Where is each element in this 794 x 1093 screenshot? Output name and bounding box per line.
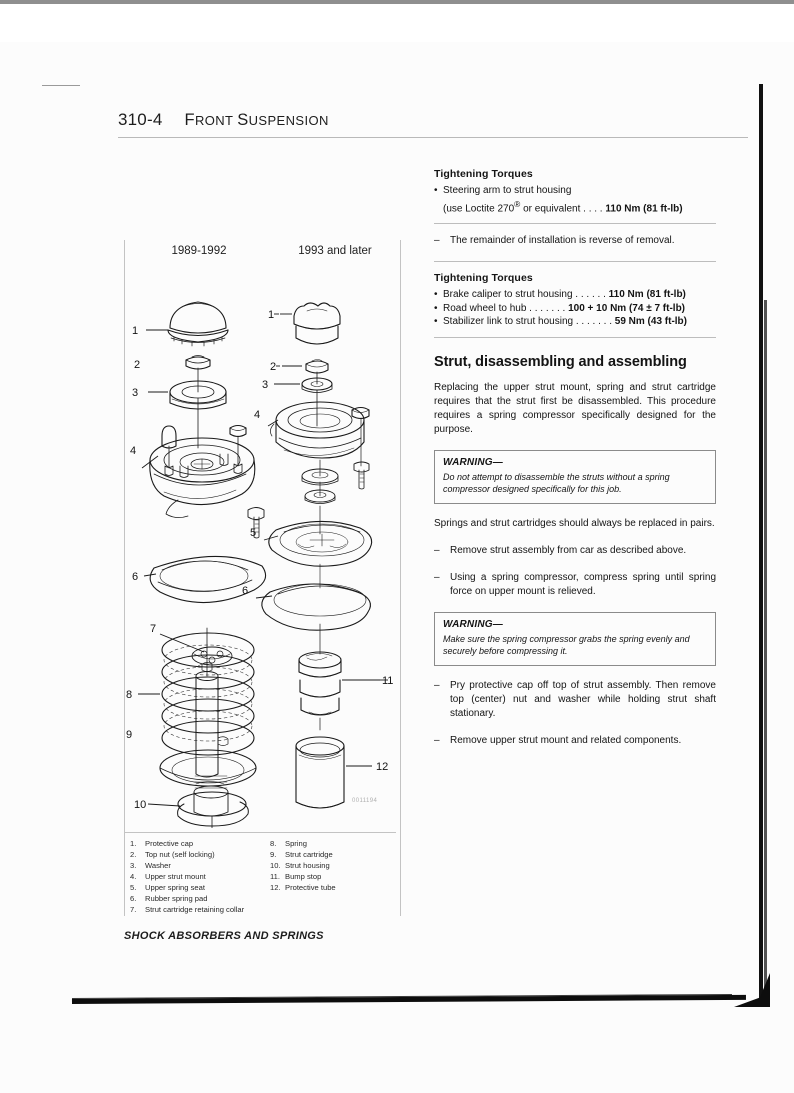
exploded-view-figure	[124, 240, 396, 916]
section-title-part-2: RONT	[194, 113, 238, 128]
callout-11: 11	[382, 675, 394, 687]
legend-text: Bump stop	[285, 872, 322, 881]
dash-glyph: –	[434, 734, 440, 746]
crop-mark	[42, 85, 80, 86]
warning-title: WARNING—	[443, 618, 503, 630]
bullet-glyph: •	[434, 302, 438, 314]
step-text: Using a spring compressor, compress spring until spring force on upper mount is relieved.	[450, 571, 716, 597]
legend-number: 8.	[270, 839, 277, 848]
legend-number: 5.	[130, 883, 137, 892]
torque-spec-value: 110 Nm (81 ft-lb)	[608, 289, 686, 301]
legend-number: 12.	[270, 883, 281, 892]
torque-spec-line-2	[443, 198, 716, 216]
section-title-part-1: F	[184, 111, 195, 129]
legend-text: Rubber spring pad	[145, 894, 208, 903]
legend-item	[270, 860, 394, 871]
torque-spec-value: 100 + 10 Nm (74 ± 7 ft-lb)	[568, 302, 686, 314]
step-compress-spring	[434, 571, 716, 599]
legend-text: Protective tube	[285, 883, 336, 892]
torque-spec-label: Steering arm to strut housing	[443, 185, 572, 196]
tightening-torques-heading-2: Tightening Torques	[434, 272, 533, 285]
legend-item	[270, 882, 394, 893]
legend-number: 4.	[130, 872, 137, 881]
legend-item	[130, 860, 254, 871]
dash-glyph: –	[434, 235, 440, 247]
leader-dots: . . . .	[580, 202, 606, 214]
bullet-glyph: •	[434, 289, 438, 301]
warning-box-2	[434, 612, 716, 666]
legend-top-rule	[124, 832, 396, 833]
legend-text: Spring	[285, 839, 307, 848]
legend-item	[270, 838, 394, 849]
callout-4-left: 4	[130, 445, 137, 457]
bullet-glyph: •	[434, 185, 438, 196]
torque-spec-label: Road wheel to hub	[443, 302, 527, 314]
callout-1-left: 1	[132, 325, 139, 337]
torque-spec-note: (use Loctite 270	[443, 202, 515, 214]
registered-mark: ®	[514, 198, 521, 209]
running-head-rule	[118, 137, 748, 138]
legend-number: 7.	[130, 905, 137, 914]
legend-text: Upper strut mount	[145, 872, 206, 881]
legend-text: Strut cartridge	[285, 850, 333, 859]
warning-body: Do not attempt to disassemble the struts without a spring compressor designed specifically for this job.	[443, 471, 670, 495]
callout-12: 12	[376, 761, 389, 773]
callout-9: 9	[126, 729, 133, 741]
legend-item	[130, 893, 254, 904]
legend-item	[270, 849, 394, 860]
scan-top-margin	[0, 4, 794, 42]
note-reverse-of-removal	[434, 234, 716, 248]
torque-spec-value: 110 Nm (81 ft-lb)	[605, 202, 683, 214]
callout-8: 8	[126, 689, 133, 701]
dash-glyph: –	[434, 679, 440, 691]
pairs-paragraph: Springs and strut cartridges should always be replaced in pairs.	[434, 517, 715, 529]
legend-column-left	[130, 838, 254, 915]
callout-1-right: 1	[268, 309, 275, 321]
note-text: The remainder of installation is reverse of removal.	[450, 235, 675, 247]
warning-body: Make sure the spring compressor grabs the spring evenly and securely before compressing it.	[443, 633, 690, 657]
leader-dots: . . . . . .	[572, 289, 609, 301]
warning-box-1	[434, 450, 716, 504]
tightening-torques-heading-1: Tightening Torques	[434, 168, 533, 180]
section-title-part-4: USPENSION	[248, 113, 329, 128]
dash-glyph: –	[434, 544, 440, 556]
rule-below-torque-1	[434, 223, 716, 224]
procedure-text-column	[434, 168, 716, 761]
step-remove-strut-assembly	[434, 544, 716, 558]
torque-spec-item	[434, 315, 716, 329]
scan-right-edge-artifact	[759, 84, 763, 1000]
legend-item	[270, 871, 394, 882]
figure-legend	[124, 832, 396, 916]
legend-text: Washer	[145, 861, 171, 870]
legend-number: 10.	[270, 861, 281, 870]
legend-item	[130, 882, 254, 893]
callout-3-right: 3	[262, 379, 269, 391]
callout-6-right: 6	[242, 585, 249, 597]
figure-heading-early: 1989-1992	[171, 245, 227, 257]
callout-7: 7	[150, 623, 157, 635]
column-divider-rule	[400, 240, 401, 916]
legend-number: 2.	[130, 850, 137, 859]
torque-spec-label: Stabilizer link to strut housing	[443, 316, 574, 328]
legend-number: 6.	[130, 894, 137, 903]
legend-number: 11.	[270, 872, 280, 881]
rule-below-torque-2	[434, 337, 716, 338]
callout-2-right: 2	[270, 361, 277, 373]
warning-title: WARNING—	[443, 456, 503, 468]
tightening-torques-block-2	[434, 272, 716, 338]
legend-text: Top nut (self locking)	[145, 850, 215, 859]
legend-column-right	[270, 838, 394, 915]
bullet-glyph: •	[434, 316, 438, 328]
legend-item	[130, 904, 254, 915]
leader-dots: . . . . . . .	[573, 316, 615, 328]
legend-text: Protective cap	[145, 839, 194, 848]
callout-10: 10	[134, 799, 147, 811]
callout-5: 5	[250, 527, 257, 539]
legend-number: 3.	[130, 861, 137, 870]
figure-artwork	[124, 268, 396, 828]
step-text: Remove upper strut mount and related components.	[450, 734, 682, 746]
callout-3-left: 3	[132, 387, 139, 399]
callout-2-left: 2	[134, 359, 141, 371]
step-text: Pry protective cap off top of strut assembly. Then remove top (center) nut and washer while holding strut shaft stationary.	[450, 679, 716, 719]
section-title-part-3: S	[237, 111, 249, 129]
leader-dots: . . . . . . .	[526, 302, 569, 314]
step-remove-upper-strut-mount	[434, 734, 716, 748]
figure-heading-late: 1993 and later	[298, 245, 372, 257]
legend-number: 1.	[130, 839, 137, 848]
torque-spec-item	[434, 302, 716, 316]
intro-paragraph: Replacing the upper strut mount, spring and strut cartridge requires that the strut first be disassembled. This procedure requires a spring compressor specifically designed for the purpose.	[434, 381, 716, 435]
figure-column-headings	[124, 245, 396, 257]
legend-item	[130, 871, 254, 882]
step-pry-protective-cap	[434, 679, 716, 721]
dash-glyph: –	[434, 571, 440, 583]
step-text: Remove strut assembly from car as described above.	[450, 544, 687, 556]
legend-item	[130, 838, 254, 849]
running-head	[118, 110, 329, 130]
scan-right-edge-artifact-secondary	[764, 300, 767, 1000]
callout-4-right: 4	[254, 409, 261, 421]
tightening-torques-block-1	[434, 168, 716, 224]
torque-spec-note-2: or equivalent	[520, 202, 581, 214]
legend-item	[130, 849, 254, 860]
legend-number: 9.	[270, 850, 277, 859]
section-title	[184, 111, 328, 130]
page-number: 310-4	[118, 110, 163, 129]
torque-spec-value: 59 Nm (43 ft-lb)	[614, 316, 687, 328]
section-heading: Strut, disassembling and assembling	[434, 353, 687, 370]
torque-spec-item	[434, 288, 716, 302]
legend-text: Strut housing	[285, 861, 330, 870]
rule-above-torque-2	[434, 261, 716, 262]
figure-reference-code: 0011194	[352, 798, 378, 804]
callout-6-left: 6	[132, 571, 139, 583]
torque-spec-item	[434, 184, 716, 215]
torque-spec-label: Brake caliper to strut housing	[443, 289, 573, 301]
legend-text: Strut cartridge retaining collar	[145, 905, 245, 914]
legend-text: Upper spring seat	[145, 883, 205, 892]
page-footer: SHOCK ABSORBERS AND SPRINGS	[124, 930, 324, 942]
